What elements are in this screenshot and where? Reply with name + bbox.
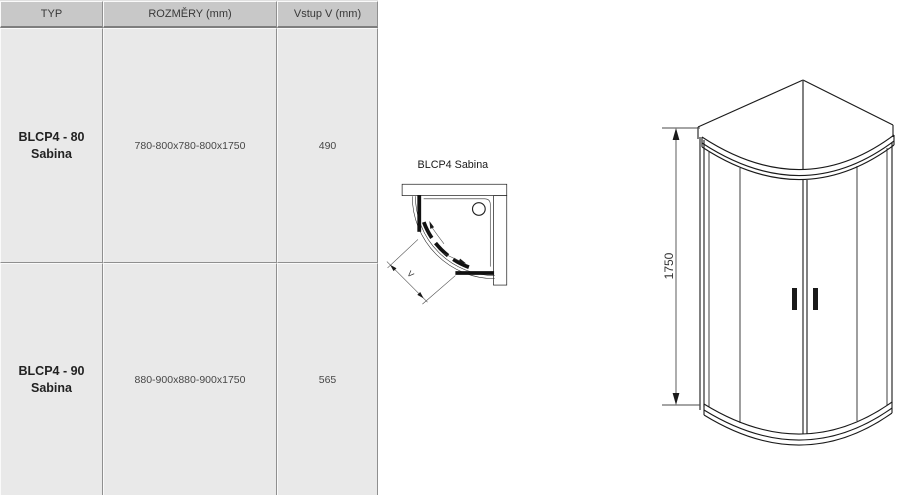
door-arrow-up: [429, 221, 444, 244]
col-header-vstup: Vstup V (mm): [277, 1, 378, 28]
bottom-frame: [704, 402, 892, 445]
cell-dimensions-blcp4-90: 880-900x880-900x1750: [103, 263, 277, 495]
type-name: BLCP4 - 80: [18, 129, 85, 144]
col-header-typ: TYP: [0, 1, 103, 28]
type-series: Sabina: [31, 146, 72, 161]
top-frame: [702, 135, 894, 180]
height-dimension-label: 1750: [662, 252, 676, 280]
wall-top: [402, 184, 507, 195]
type-series: Sabina: [31, 380, 72, 395]
cell-entry-blcp4-90: 565: [277, 263, 378, 495]
cell-type-blcp4-80: [0, 28, 103, 263]
height-dimension: [662, 128, 700, 405]
top-view-drawing: [385, 150, 600, 410]
col-header-rozmery: ROZMĚRY (mm): [103, 1, 277, 28]
type-name: BLCP4 - 90: [18, 363, 85, 378]
wall-top-edges: [698, 80, 893, 170]
entry-dimension: [387, 239, 455, 304]
door-handle-right: [813, 288, 818, 310]
door-handle-left: [792, 288, 797, 310]
cell-dimensions-blcp4-80: 780-800x780-800x1750: [103, 28, 277, 263]
spec-table: [0, 0, 378, 495]
cell-type-blcp4-90: [0, 263, 103, 495]
front-view-drawing: [650, 60, 900, 460]
drain-icon: [473, 203, 486, 216]
wall-right: [493, 196, 506, 285]
cell-entry-blcp4-80: 490: [277, 28, 378, 263]
entry-dimension-label: V: [405, 269, 416, 280]
top-view-title: BLCP4 Sabina: [417, 158, 489, 171]
glass-panels: [700, 137, 892, 434]
